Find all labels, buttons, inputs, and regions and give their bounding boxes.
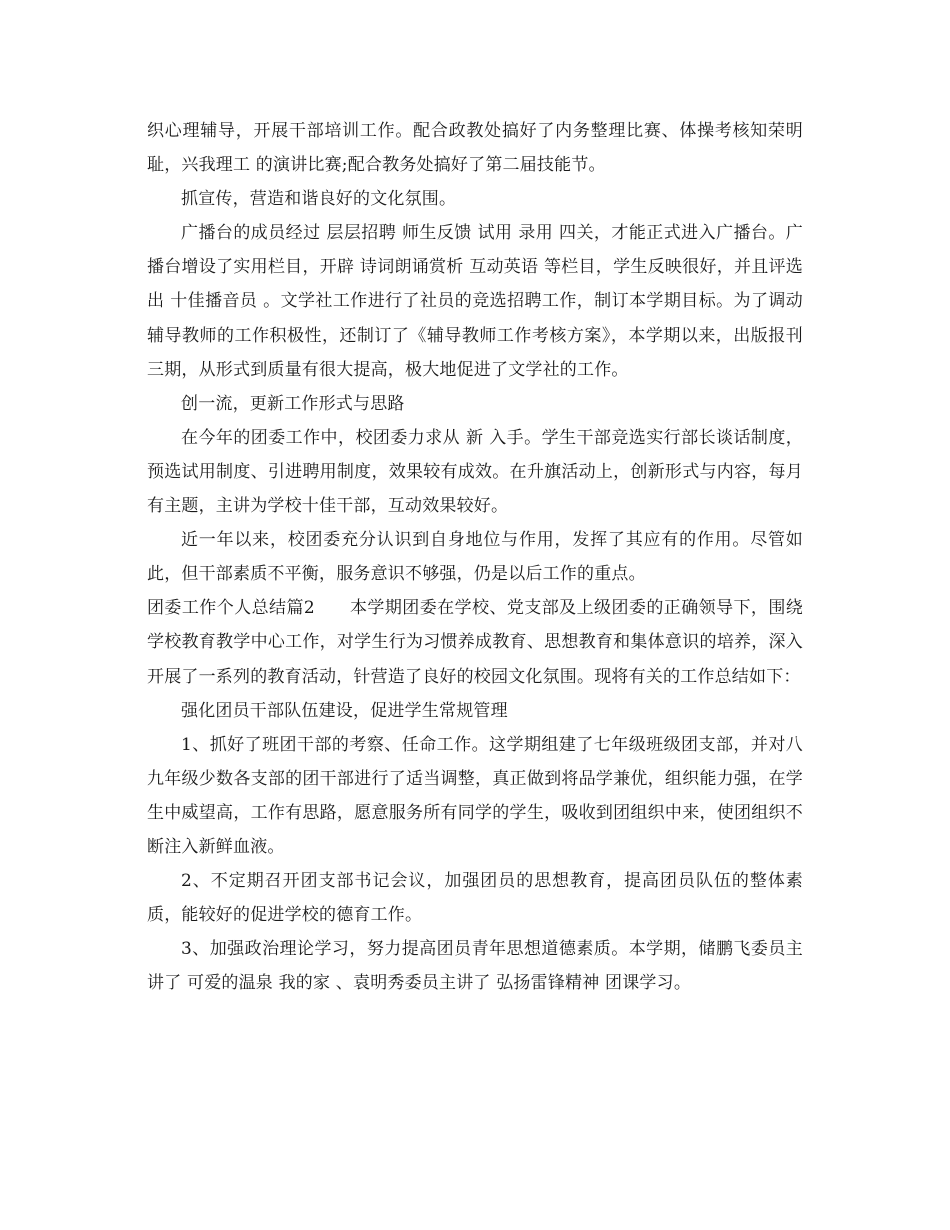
paragraph-item-2: 2、不定期召开团支部书记会议，加强团员的思想教育，提高团员队伍的整体素质，能较好的促进学校的德育工作。 (147, 871, 803, 926)
paragraph-youth-league-work: 在今年的团委工作中，校团委力求从 新 入手。学生干部竞选实行部长谈话制度，预选试用制度、引进聘用制度，效果较有成效。在升旗活动上，创新形式与内容，每月有主题，主讲为学校十佳干部，互动效果较好。 (147, 427, 803, 517)
paragraph-item-3: 3、加强政治理论学习，努力提高团员青年思想道德素质。本学期，储鹏飞委员主讲了 可爱的温泉 我的家 、袁明秀委员主讲了 弘扬雷锋精神 团课学习。 (147, 939, 803, 994)
paragraph-broadcast-station: 广播台的成员经过 层层招聘 师生反馈 试用 录用 四关，才能正式进入广播台。广播台增设了实用栏目，开辟 诗词朗诵赏析 互动英语 等栏目，学生反映很好，并且评选出 十佳播音员 。文学社工作进行了社员的竞选招聘工作，制订本学期目标。为了调动辅导教师的工作积极性，还制订了《辅导教师工作考核方案》，本学期以来，出版报刊三期，从形式到质量有很大提高，极大地促进了文学社的工作。 (147, 223, 803, 380)
paragraph-summary-part-2: 团委工作个人总结篇2 本学期团委在学校、党支部及上级团委的正确领导下，围绕学校教育教学中心工作，对学生行为习惯养成教育、思想教育和集体意识的培养，深入开展了一系列的教育活动，针营造了良好的校园文化氛围。现将有关的工作总结如下： (147, 598, 803, 687)
paragraph-past-year: 近一年以来，校团委充分认识到自身地位与作用，发挥了其应有的作用。尽管如此，但干部素质不平衡，服务意识不够强，仍是以后工作的重点。 (147, 530, 803, 585)
paragraph-heading-innovation: 创一流，更新工作形式与思路 (181, 393, 405, 414)
paragraph-item-1: 1、抓好了班团干部的考察、任命工作。这学期组建了七年级班级团支部，并对八九年级少数各支部的团干部进行了适当调整，真正做到将品学兼优，组织能力强，在学生中威望高，工作有思路，愿意服务所有同学的学生，吸收到团组织中来，使团组织不断注入新鲜血液。 (147, 734, 803, 857)
paragraph-heading-cadre-building: 强化团员干部队伍建设，促进学生常规管理 (181, 700, 508, 721)
paragraph-heading-publicity: 抓宣传，营造和谐良好的文化氛围。 (181, 189, 457, 210)
paragraph-training-work: 织心理辅导，开展干部培训工作。配合政教处搞好了内务整理比赛、体操考核知荣明耻，兴我理工 的演讲比赛;配合教务处搞好了第二届技能节。 (147, 121, 803, 176)
document-body (147, 114, 803, 1000)
